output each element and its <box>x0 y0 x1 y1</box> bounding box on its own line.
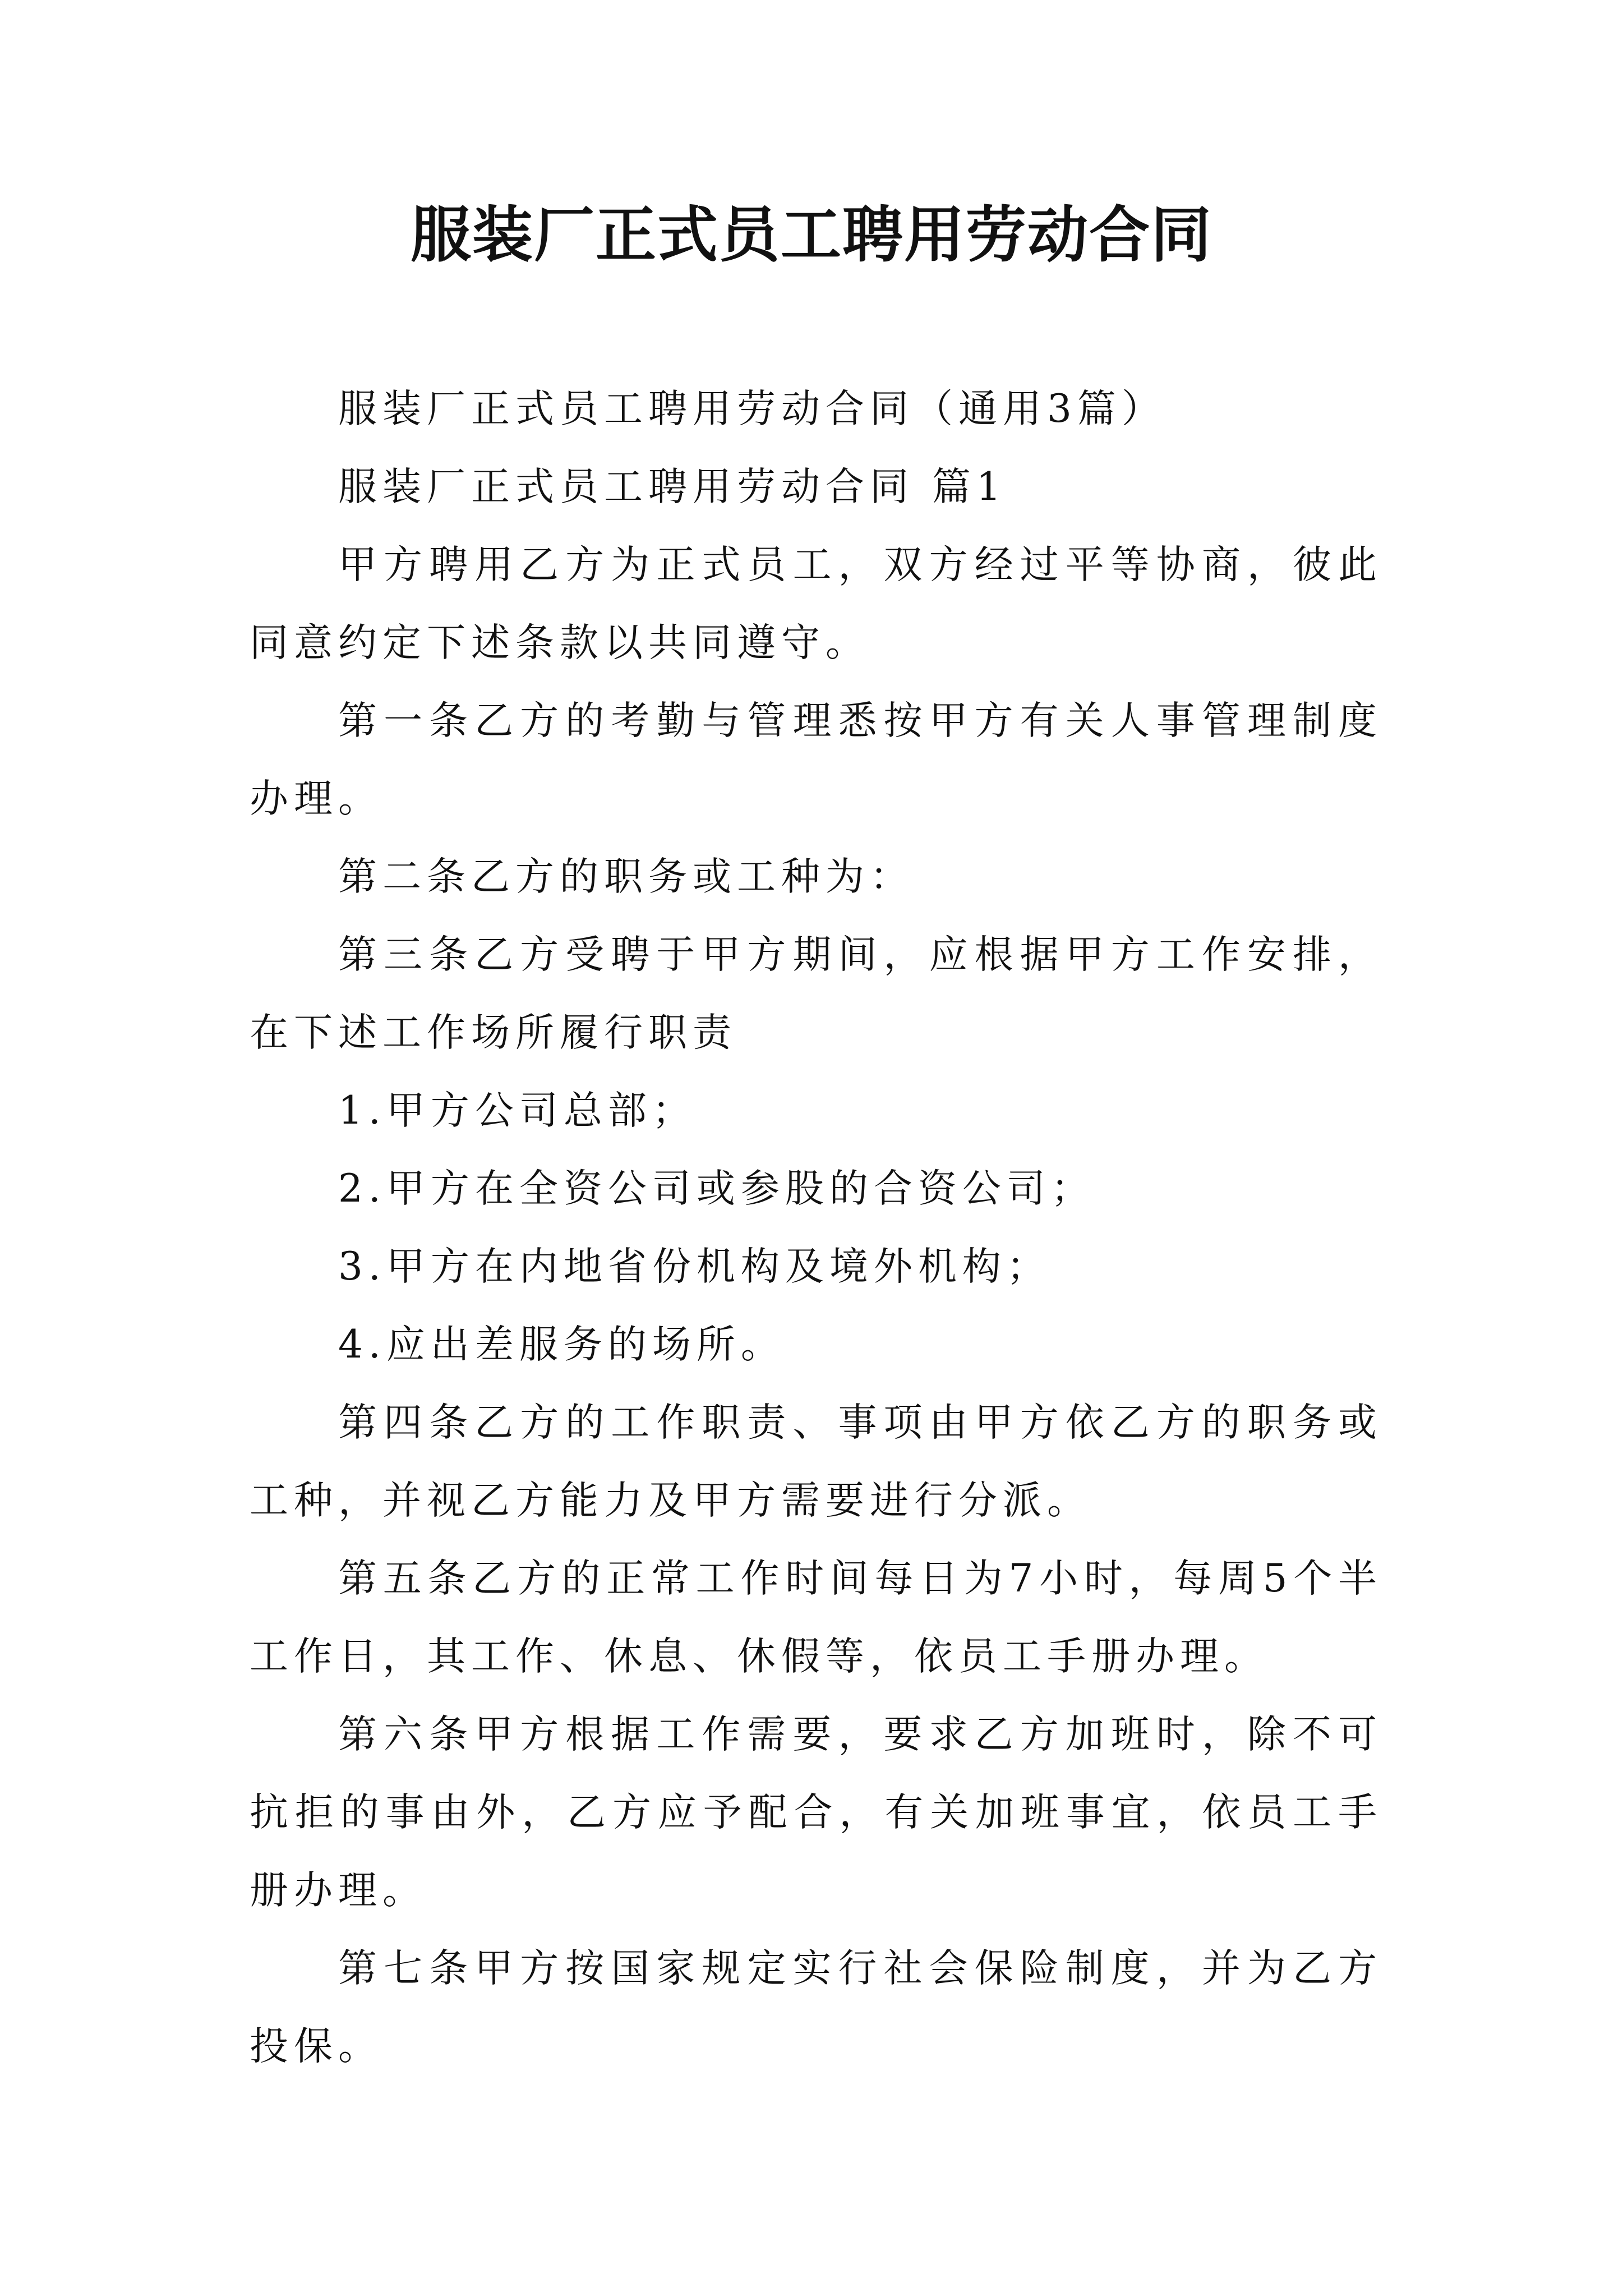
paragraph-article-3: 第三条乙方受聘于甲方期间，应根据甲方工作安排，在下述工作场所履行职责 <box>250 932 1382 1055</box>
paragraph-article-2: 第二条乙方的职务或工种为： <box>338 854 914 899</box>
list-item-4: 4.应出差服务的场所。 <box>338 1322 785 1367</box>
list-item-3: 3.甲方在内地省份机构及境外机构； <box>338 1244 1051 1289</box>
paragraph-article-5: 第五条乙方的正常工作时间每日为7小时，每周5个半工作日，其工作、休息、休假等，依员工手册办理。 <box>250 1556 1382 1679</box>
list-item-1: 1.甲方公司总部； <box>338 1088 697 1133</box>
document-title: 服装厂正式员工聘用劳动合同 <box>410 200 1212 270</box>
paragraph-intro: 甲方聘用乙方为正式员工，双方经过平等协商，彼此同意约定下述条款以共同遵守。 <box>250 542 1382 665</box>
paragraph-article-7: 第七条甲方按国家规定实行社会保险制度，并为乙方投保。 <box>250 1946 1382 2069</box>
document-body <box>250 370 1382 2086</box>
paragraph-subtitle: 服装厂正式员工聘用劳动合同（通用3篇） <box>338 386 1166 431</box>
paragraph-article-6: 第六条甲方根据工作需要，要求乙方加班时，除不可抗拒的事由外，乙方应予配合，有关加班事宜，依员工手册办理。 <box>250 1712 1382 1913</box>
paragraph-article-4: 第四条乙方的工作职责、事项由甲方依乙方的职务或工种，并视乙方能力及甲方需要进行分派。 <box>250 1400 1382 1523</box>
list-item-2: 2.甲方在全资公司或参股的合资公司； <box>338 1166 1095 1211</box>
paragraph-section-heading: 服装厂正式员工聘用劳动合同 篇1 <box>338 464 1007 509</box>
paragraph-article-1: 第一条乙方的考勤与管理悉按甲方有关人事管理制度办理。 <box>250 698 1382 821</box>
